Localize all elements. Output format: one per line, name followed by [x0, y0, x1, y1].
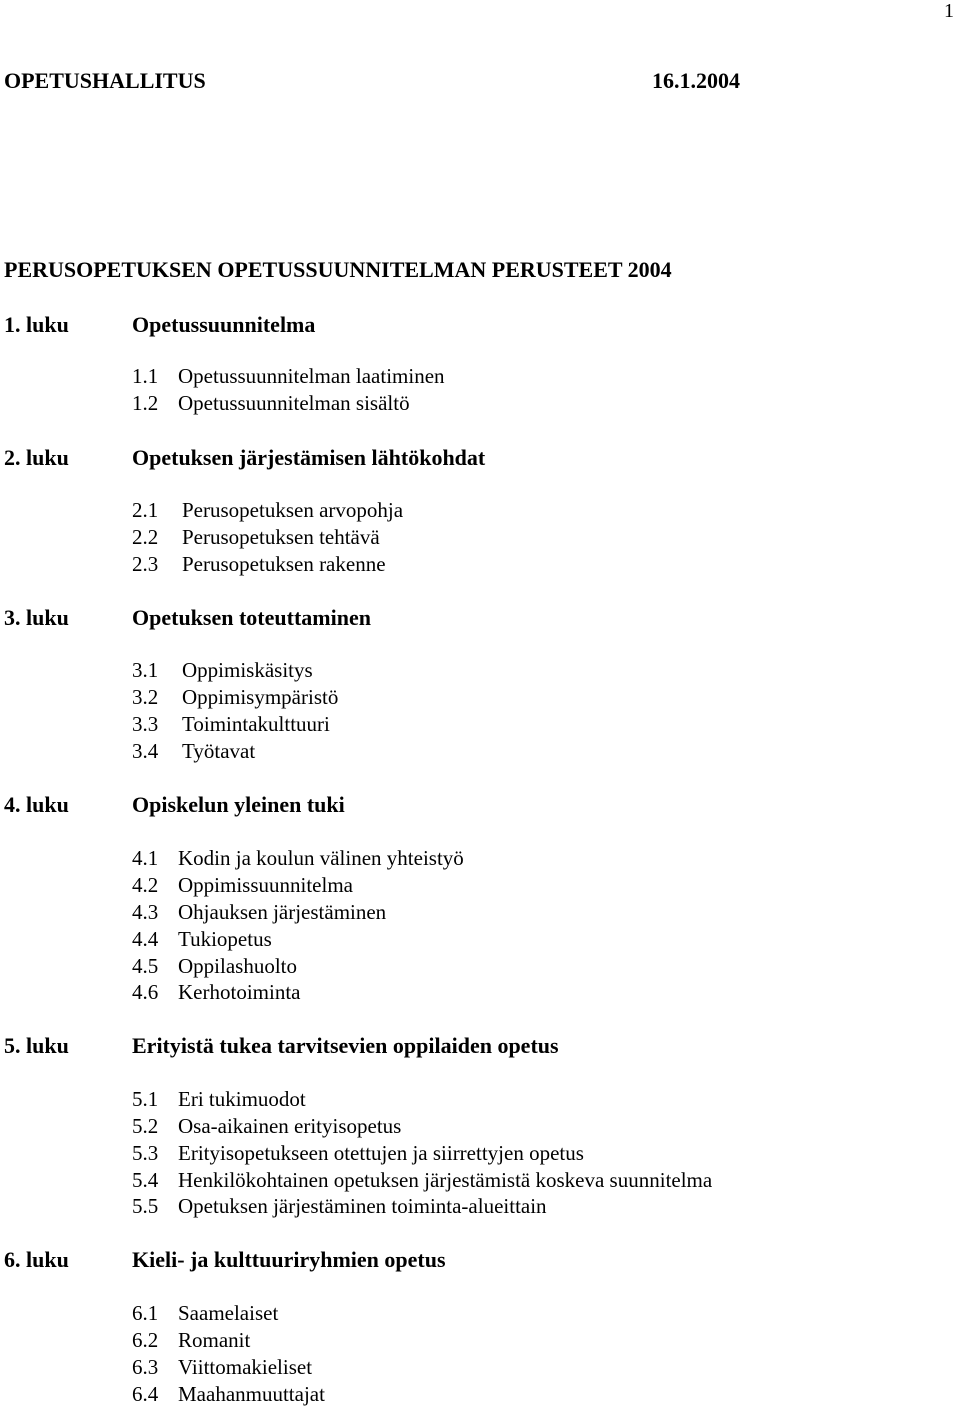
document-title: PERUSOPETUKSEN OPETUSSUUNNITELMAN PERUSTEET 2004	[4, 257, 672, 282]
section-item	[132, 1114, 401, 1139]
section-number: 1.1	[132, 364, 159, 388]
section-item	[132, 1301, 278, 1326]
chapter-number: 6. luku	[4, 1247, 69, 1272]
section-title: Romanit	[178, 1328, 251, 1352]
section-number: 2.2	[132, 525, 159, 549]
section-title: Oppilashuolto	[178, 954, 297, 978]
chapter-title: Kieli- ja kulttuuriryhmien opetus	[132, 1247, 446, 1272]
section-title: Osa-aikainen erityisopetus	[178, 1114, 402, 1138]
section-title: Tukiopetus	[178, 927, 272, 951]
section-number: 5.2	[132, 1114, 159, 1138]
section-number: 5.4	[132, 1168, 159, 1192]
section-item	[132, 739, 255, 764]
section-item	[132, 1355, 312, 1380]
page-number: 1	[944, 0, 954, 22]
section-item	[132, 1087, 306, 1112]
section-title: Opetuksen järjestäminen toiminta-alueittain	[178, 1194, 547, 1218]
chapter-title: Erityistä tukea tarvitsevien oppilaiden opetus	[132, 1033, 559, 1058]
section-item	[132, 1328, 250, 1353]
section-number: 3.4	[132, 739, 159, 763]
section-title: Työtavat	[182, 739, 256, 763]
section-title: Toimintakulttuuri	[182, 712, 330, 736]
section-title: Opetussuunnitelman laatiminen	[178, 364, 445, 388]
section-item	[132, 927, 272, 952]
chapter-number: 1. luku	[4, 312, 69, 337]
chapter-number: 5. luku	[4, 1033, 69, 1058]
section-item	[132, 391, 410, 416]
chapter-number: 2. luku	[4, 445, 69, 470]
section-item	[132, 1382, 325, 1407]
section-item	[132, 525, 380, 550]
section-title: Perusopetuksen arvopohja	[182, 498, 404, 522]
section-item	[132, 498, 403, 523]
section-title: Henkilökohtainen opetuksen järjestämistä koskeva suunnitelma	[178, 1168, 713, 1192]
section-number: 4.4	[132, 927, 159, 951]
section-title: Ohjauksen järjestäminen	[178, 900, 387, 924]
chapter-title: Opiskelun yleinen tuki	[132, 792, 345, 817]
section-title: Opetussuunnitelman sisältö	[178, 391, 410, 415]
section-item	[132, 364, 445, 389]
section-title: Erityisopetukseen otettujen ja siirrettyjen opetus	[178, 1141, 584, 1165]
section-title: Eri tukimuodot	[178, 1087, 306, 1111]
section-title: Viittomakieliset	[178, 1355, 313, 1379]
section-item	[132, 685, 338, 710]
section-item	[132, 1141, 584, 1166]
section-title: Perusopetuksen rakenne	[182, 552, 386, 576]
section-number: 4.2	[132, 873, 159, 897]
section-number: 6.2	[132, 1328, 159, 1352]
section-item	[132, 954, 297, 979]
section-title: Maahanmuuttajat	[178, 1382, 325, 1406]
section-title: Kodin ja koulun välinen yhteistyö	[178, 846, 464, 870]
section-title: Oppimissuunnitelma	[178, 873, 353, 897]
organization-name: OPETUSHALLITUS	[4, 68, 206, 93]
section-number: 5.3	[132, 1141, 159, 1165]
section-number: 4.5	[132, 954, 159, 978]
section-title: Oppimisympäristö	[182, 685, 339, 709]
chapter-title: Opetuksen toteuttaminen	[132, 605, 371, 630]
section-number: 5.1	[132, 1087, 159, 1111]
section-title: Oppimiskäsitys	[182, 658, 313, 682]
section-number: 3.2	[132, 685, 159, 709]
section-item	[132, 658, 313, 683]
section-item	[132, 873, 353, 898]
chapter-number: 4. luku	[4, 792, 69, 817]
section-title: Perusopetuksen tehtävä	[182, 525, 380, 549]
chapter-title: Opetuksen järjestämisen lähtökohdat	[132, 445, 486, 470]
section-number: 3.3	[132, 712, 159, 736]
section-number: 6.3	[132, 1355, 159, 1379]
section-number: 6.4	[132, 1382, 159, 1406]
section-title: Kerhotoiminta	[178, 980, 301, 1004]
section-number: 6.1	[132, 1301, 159, 1325]
section-item	[132, 712, 330, 737]
section-item	[132, 1168, 712, 1193]
section-number: 4.6	[132, 980, 159, 1004]
chapter-title: Opetussuunnitelma	[132, 312, 316, 337]
section-number: 5.5	[132, 1194, 159, 1218]
section-number: 4.1	[132, 846, 159, 870]
section-number: 1.2	[132, 391, 159, 415]
section-item	[132, 552, 386, 577]
section-item	[132, 1194, 547, 1219]
section-item	[132, 900, 386, 925]
section-number: 2.3	[132, 552, 159, 576]
section-number: 3.1	[132, 658, 159, 682]
section-number: 4.3	[132, 900, 159, 924]
section-item	[132, 980, 300, 1005]
chapter-number: 3. luku	[4, 605, 69, 630]
section-item	[132, 846, 464, 871]
document-date: 16.1.2004	[652, 68, 740, 93]
section-title: Saamelaiset	[178, 1301, 279, 1325]
section-number: 2.1	[132, 498, 159, 522]
